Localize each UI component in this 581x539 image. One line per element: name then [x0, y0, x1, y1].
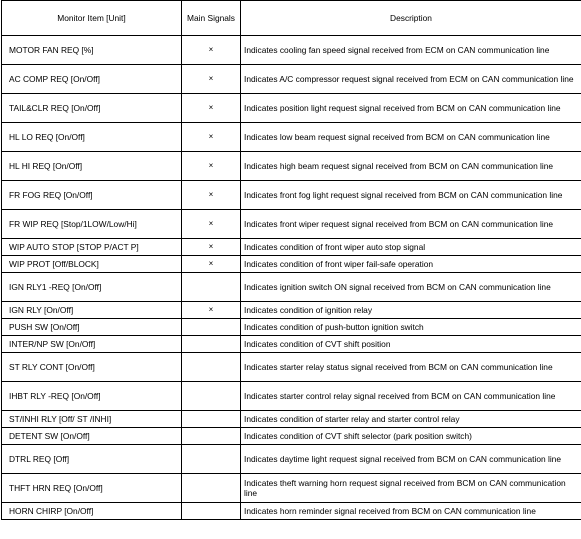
monitor-item-cell: ST/INHI RLY [Off/ ST /INHI] — [2, 411, 182, 428]
table-row — [2, 65, 581, 94]
main-signal-cell: × — [182, 239, 241, 256]
monitor-item-table — [1, 0, 581, 520]
description-cell: Indicates condition of CVT shift selector (park position switch) — [241, 428, 581, 445]
table-row — [2, 256, 581, 273]
monitor-item-cell: DTRL REQ [Off] — [2, 445, 182, 474]
monitor-item-cell: IGN RLY [On/Off] — [2, 302, 182, 319]
main-signal-cell — [182, 382, 241, 411]
description-cell: Indicates condition of push-button ignition switch — [241, 319, 581, 336]
description-cell: Indicates low beam request signal received from BCM on CAN communication line — [241, 123, 581, 152]
description-cell: Indicates condition of starter relay and starter control relay — [241, 411, 581, 428]
table-row — [2, 239, 581, 256]
description-cell: Indicates ignition switch ON signal received from BCM on CAN communication line — [241, 273, 581, 302]
table-row — [2, 152, 581, 181]
monitor-item-cell: TAIL&CLR REQ [On/Off] — [2, 94, 182, 123]
monitor-item-cell: HL LO REQ [On/Off] — [2, 123, 182, 152]
table-header — [2, 1, 581, 36]
monitor-item-cell: WIP PROT [Off/BLOCK] — [2, 256, 182, 273]
monitor-item-cell: ST RLY CONT [On/Off] — [2, 353, 182, 382]
monitor-item-cell: FR FOG REQ [On/Off] — [2, 181, 182, 210]
monitor-item-cell: AC COMP REQ [On/Off] — [2, 65, 182, 94]
description-cell: Indicates high beam request signal received from BCM on CAN communication line — [241, 152, 581, 181]
table-row — [2, 353, 581, 382]
main-signal-cell: × — [182, 302, 241, 319]
monitor-item-cell: FR WIP REQ [Stop/1LOW/Low/Hi] — [2, 210, 182, 239]
table-row — [2, 210, 581, 239]
table-row — [2, 474, 581, 503]
main-signal-cell: × — [182, 210, 241, 239]
table-row — [2, 319, 581, 336]
description-cell: Indicates daytime light request signal received from BCM on CAN communication line — [241, 445, 581, 474]
main-signal-cell: × — [182, 36, 241, 65]
monitor-item-cell: DETENT SW [On/Off] — [2, 428, 182, 445]
main-signal-cell: × — [182, 65, 241, 94]
description-cell: Indicates cooling fan speed signal received from ECM on CAN communication line — [241, 36, 581, 65]
monitor-item-cell: IGN RLY1 -REQ [On/Off] — [2, 273, 182, 302]
description-cell: Indicates front fog light request signal received from BCM on CAN communication line — [241, 181, 581, 210]
main-signal-cell: × — [182, 256, 241, 273]
table-row — [2, 302, 581, 319]
table-row — [2, 445, 581, 474]
description-cell: Indicates theft warning horn request signal received from BCM on CAN communication line — [241, 474, 581, 503]
main-signal-cell — [182, 353, 241, 382]
table-row — [2, 273, 581, 302]
table-row — [2, 123, 581, 152]
table-row — [2, 336, 581, 353]
main-signal-cell — [182, 336, 241, 353]
description-cell: Indicates starter control relay signal received from BCM on CAN communication line — [241, 382, 581, 411]
main-signal-cell — [182, 273, 241, 302]
main-signal-cell: × — [182, 123, 241, 152]
main-signal-cell — [182, 445, 241, 474]
main-signal-cell — [182, 411, 241, 428]
description-cell: Indicates condition of front wiper fail-safe operation — [241, 256, 581, 273]
main-signal-cell — [182, 319, 241, 336]
table-row — [2, 94, 581, 123]
header-monitor-item: Monitor Item [Unit] — [2, 1, 182, 36]
monitor-item-cell: HORN CHIRP [On/Off] — [2, 503, 182, 520]
table-row — [2, 428, 581, 445]
table-row — [2, 36, 581, 65]
header-row — [2, 1, 581, 36]
main-signal-cell — [182, 428, 241, 445]
table-row — [2, 503, 581, 520]
description-cell: Indicates front wiper request signal received from BCM on CAN communication line — [241, 210, 581, 239]
monitor-item-cell: MOTOR FAN REQ [%] — [2, 36, 182, 65]
monitor-item-cell: PUSH SW [On/Off] — [2, 319, 182, 336]
description-cell: Indicates horn reminder signal received from BCM on CAN communication line — [241, 503, 581, 520]
table-row — [2, 411, 581, 428]
description-cell: Indicates A/C compressor request signal received from ECM on CAN communication line — [241, 65, 581, 94]
description-cell: Indicates condition of ignition relay — [241, 302, 581, 319]
main-signal-cell: × — [182, 152, 241, 181]
main-signal-cell — [182, 474, 241, 503]
table-body — [2, 36, 581, 520]
table-row — [2, 181, 581, 210]
main-signal-cell — [182, 503, 241, 520]
header-description: Description — [241, 1, 581, 36]
header-main-signals: Main Signals — [182, 1, 241, 36]
monitor-item-cell: WIP AUTO STOP [STOP P/ACT P] — [2, 239, 182, 256]
description-cell: Indicates condition of CVT shift position — [241, 336, 581, 353]
monitor-item-cell: HL HI REQ [On/Off] — [2, 152, 182, 181]
monitor-item-cell: THFT HRN REQ [On/Off] — [2, 474, 182, 503]
monitor-item-cell: IHBT RLY -REQ [On/Off] — [2, 382, 182, 411]
description-cell: Indicates starter relay status signal received from BCM on CAN communication line — [241, 353, 581, 382]
main-signal-cell: × — [182, 181, 241, 210]
table-row — [2, 382, 581, 411]
monitor-item-cell: INTER/NP SW [On/Off] — [2, 336, 182, 353]
description-cell: Indicates position light request signal received from BCM on CAN communication line — [241, 94, 581, 123]
description-cell: Indicates condition of front wiper auto stop signal — [241, 239, 581, 256]
main-signal-cell: × — [182, 94, 241, 123]
